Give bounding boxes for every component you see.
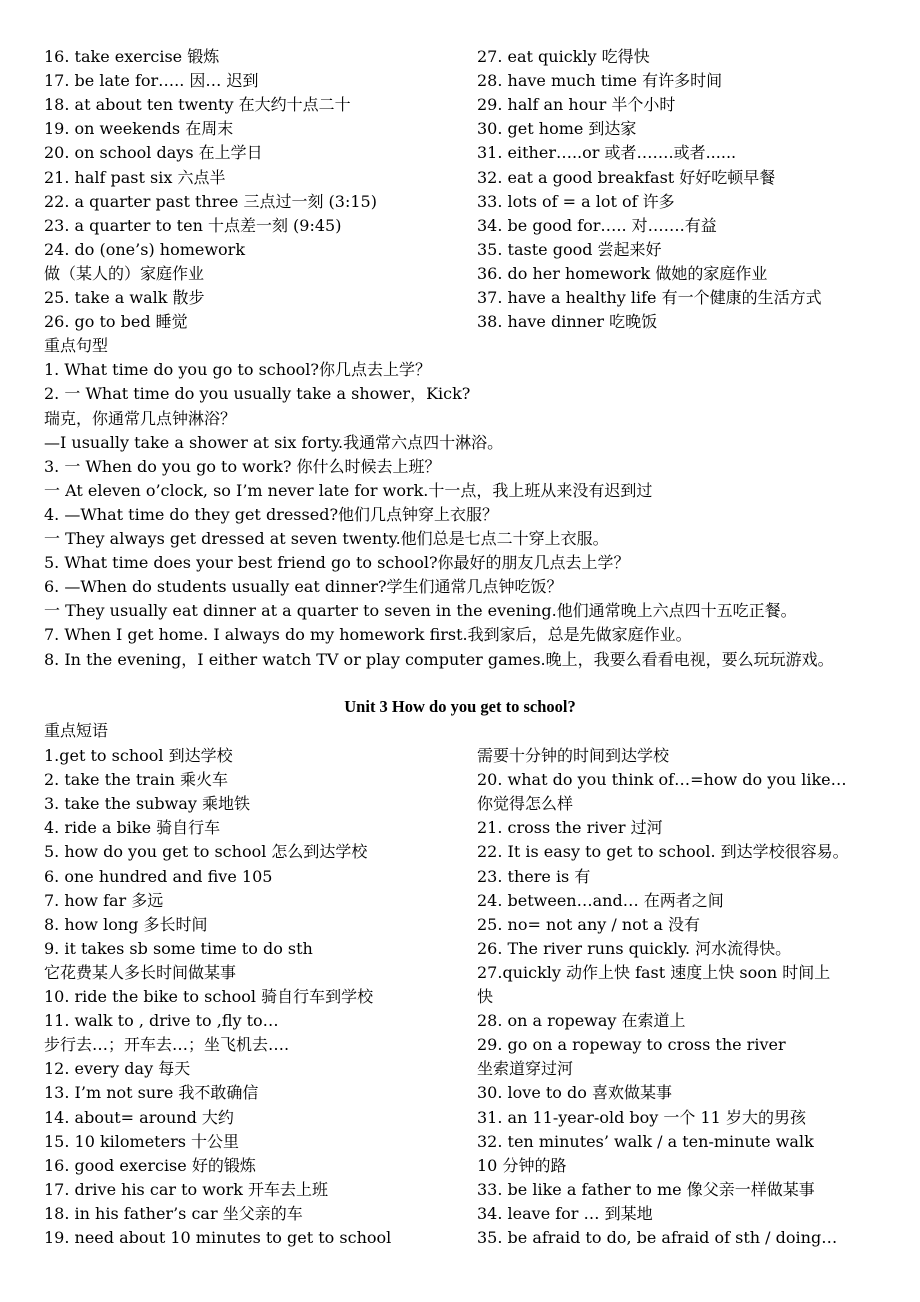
phrase-item: 24. do (one’s) homework xyxy=(44,239,246,259)
sentence-item: —I usually take a shower at six forty.我通常六点四十淋浴。 xyxy=(44,432,504,452)
phrase-item: 28. have much time 有许多时间 xyxy=(477,71,723,91)
phrase-item: 23. there is 有 xyxy=(477,866,591,886)
phrase-item: 32. ten minutes’ walk / a ten-minute walk xyxy=(477,1131,814,1151)
sentence-item: 一 At eleven o’clock, so I’m never late for work.十一点，我上班从来没有迟到过 xyxy=(44,480,653,500)
phrase-item: 需要十分钟的时间到达学校 xyxy=(477,746,670,765)
sentence-item: 5. What time does your best friend go to school?你最好的朋友几点去上学？ xyxy=(44,553,630,573)
phrase-item: 25. no= not any / not a 没有 xyxy=(477,914,700,934)
phrase-item: 20. what do you think of…=how do you like… xyxy=(477,770,847,790)
phrase-item: 16. good exercise 好的锻炼 xyxy=(44,1155,256,1175)
phrase-item: 29. half an hour 半个小时 xyxy=(477,95,676,115)
phrase-item: 38. have dinner 吃晚饭 xyxy=(477,312,658,332)
phrase-item: 26. The river runs quickly. 河水流得快。 xyxy=(477,938,792,958)
phrase-item: 20. on school days 在上学日 xyxy=(44,143,263,163)
phrase-item: 14. about= around 大约 xyxy=(44,1107,234,1127)
phrase-item: 5. how do you get to school 怎么到达学校 xyxy=(44,842,368,862)
phrase-item: 31. either…..or 或者…….或者...... xyxy=(477,143,737,163)
phrase-item: 36. do her homework 做她的家庭作业 xyxy=(477,263,768,283)
phrase-item: 34. be good for….. 对…….有益 xyxy=(477,215,717,235)
phrase-item: 24. between…and… 在两者之间 xyxy=(477,890,724,910)
phrase-item: 31. an 11-year-old boy 一个 11 岁大的男孩 xyxy=(477,1107,806,1127)
phrase-item: 做（某人的）家庭作业 xyxy=(44,263,205,283)
phrases-heading: 重点短语 xyxy=(44,721,109,740)
phrase-item: 26. go to bed 睡觉 xyxy=(44,312,188,332)
phrase-item: 32. eat a good breakfast 好好吃顿早餐 xyxy=(477,167,776,187)
unit-title: Unit 3 How do you get to school? xyxy=(344,697,576,716)
phrase-item: 快 xyxy=(477,987,494,1006)
phrase-item: 9. it takes sb some time to do sth xyxy=(44,938,313,958)
phrase-item: 3. take the subway 乘地铁 xyxy=(44,794,250,814)
phrase-item: 19. need about 10 minutes to get to school xyxy=(44,1228,392,1247)
phrase-item: 15. 10 kilometers 十公里 xyxy=(44,1131,240,1151)
phrase-item: 30. love to do 喜欢做某事 xyxy=(477,1083,672,1103)
phrase-item: 17. drive his car to work 开车去上班 xyxy=(44,1179,328,1199)
phrase-item: 28. on a ropeway 在索道上 xyxy=(477,1011,686,1031)
sentence-item: 7. When I get home. I always do my homework first.我到家后，总是先做家庭作业。 xyxy=(44,625,692,645)
phrase-item: 25. take a walk 散步 xyxy=(44,288,205,307)
phrase-item: 6. one hundred and five 105 xyxy=(44,866,273,886)
phrase-item: 它花费某人多长时间做某事 xyxy=(44,962,237,982)
phrase-item: 37. have a healthy life 有一个健康的生活方式 xyxy=(477,288,822,307)
sentence-item: 一 They always get dressed at seven twenty.他们总是七点二十穿上衣服。 xyxy=(44,529,609,548)
phrase-item: 27. eat quickly 吃得快 xyxy=(477,47,650,66)
phrase-item: 21. half past six 六点半 xyxy=(44,167,226,187)
phrase-item: 16. take exercise 锻炼 xyxy=(44,47,220,66)
phrase-item: 30. get home 到达家 xyxy=(477,119,637,139)
phrase-item: 步行去…；开车去…；坐飞机去…. xyxy=(44,1035,290,1055)
phrase-item: 12. every day 每天 xyxy=(44,1059,191,1079)
phrase-item: 1.get to school 到达学校 xyxy=(44,746,233,765)
phrase-item: 35. be afraid to do, be afraid of sth / doing… xyxy=(477,1228,838,1247)
phrase-item: 27.quickly 动作上快 fast 速度上快 soon 时间上 xyxy=(477,962,831,982)
sentence-item: 6. —When do students usually eat dinner?学生们通常几点钟吃饭？ xyxy=(44,577,563,597)
phrase-item: 23. a quarter to ten 十点差一刻 (9:45) xyxy=(44,215,342,235)
sentences-heading: 重点句型 xyxy=(44,336,109,356)
phrase-item: 22. It is easy to get to school. 到达学校很容易。 xyxy=(477,842,849,862)
sentence-item: 8. In the evening，I either watch TV or play computer games.晚上，我要么看看电视，要么玩玩游戏。 xyxy=(44,649,834,669)
sentence-item: 一 They usually eat dinner at a quarter to seven in the evening.他们通常晚上六点四十五吃正餐。 xyxy=(44,601,797,621)
phrase-item: 18. at about ten twenty 在大约十点二十 xyxy=(44,95,351,115)
phrase-item: 19. on weekends 在周末 xyxy=(44,119,234,139)
phrase-item: 10 分钟的路 xyxy=(477,1155,567,1175)
sentence-item: 4. —What time do they get dressed?他们几点钟穿上衣服？ xyxy=(44,504,499,524)
phrase-item: 29. go on a ropeway to cross the river xyxy=(477,1035,786,1055)
phrase-item: 10. ride the bike to school 骑自行车到学校 xyxy=(44,987,374,1006)
phrase-item: 8. how long 多长时间 xyxy=(44,914,208,934)
phrase-item: 11. walk to , drive to ,fly to… xyxy=(44,1011,279,1031)
sentence-item: 2. 一 What time do you usually take a shower，Kick? xyxy=(44,384,471,404)
phrase-item: 13. I’m not sure 我不敢确信 xyxy=(44,1083,259,1103)
phrase-item: 17. be late for….. 因… 迟到 xyxy=(44,71,259,91)
phrase-item: 33. lots of = a lot of 许多 xyxy=(477,191,675,211)
phrase-item: 2. take the train 乘火车 xyxy=(44,770,228,790)
phrase-item: 你觉得怎么样 xyxy=(477,794,574,814)
phrase-item: 18. in his father’s car 坐父亲的车 xyxy=(44,1203,303,1223)
phrase-item: 21. cross the river 过河 xyxy=(477,818,663,838)
phrase-item: 坐索道穿过河 xyxy=(477,1059,574,1079)
sentence-item: 1. What time do you go to school?你几点去上学？ xyxy=(44,360,432,380)
phrase-item: 33. be like a father to me 像父亲一样做某事 xyxy=(477,1179,815,1199)
sentence-item: 3. 一 When do you go to work? 你什么时候去上班？ xyxy=(44,456,441,476)
phrase-item: 7. how far 多远 xyxy=(44,890,164,910)
phrase-item: 35. taste good 尝起来好 xyxy=(477,239,662,259)
sentence-item: 瑞克，你通常几点钟淋浴？ xyxy=(44,408,237,428)
phrase-item: 4. ride a bike 骑自行车 xyxy=(44,818,221,838)
phrase-item: 22. a quarter past three 三点过一刻 (3:15) xyxy=(44,191,377,211)
phrase-item: 34. leave for … 到某地 xyxy=(477,1203,653,1223)
